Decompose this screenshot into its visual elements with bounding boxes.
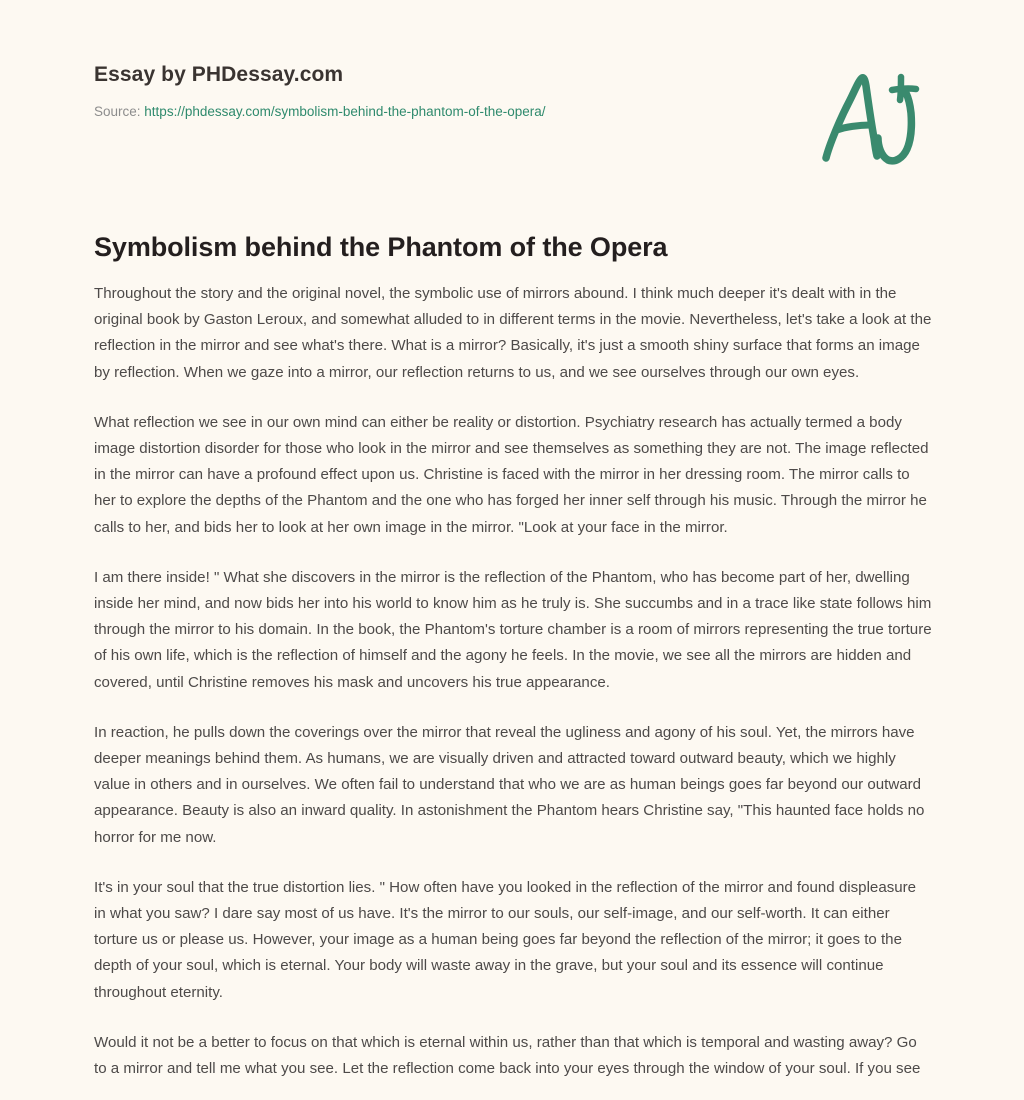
paragraph: Would it not be a better to focus on that which is eternal within us, rather than that which is temporal and wasting away? Go to a mirror and tell me what you see. Let the reflection come back into your eyes through the window of your soul. If you see bbox=[94, 1033, 921, 1078]
source-label: Source: bbox=[94, 104, 141, 120]
paragraph: Throughout the story and the original novel, the symbolic use of mirrors abound. I think much deeper it's dealt with in the original book by Gaston Leroux, and somewhat alluded to in different terms in the movie. Nevertheless, let's take a look at the reflection in the mirror and see what's there. What is a mirror? Basically, it's just a smooth shiny surface that forms an image by reflection. When we gaze into a mirror, our reflection returns to us, and we see ourselves through our own eyes. bbox=[94, 285, 932, 381]
aplus-logo-icon bbox=[812, 66, 928, 170]
paragraph: It's in your soul that the true distortion lies. " How often have you looked in the reflection of the mirror and found displeasure in what you saw? I dare say most of us have. It's the mirror to our souls, our self-image, and our self-worth. It can either torture us or please us. However, your image as a human being goes far beyond the reflection of the mirror; it goes to the depth of your soul, which is eternal. Your body will waste away in the grave, but your soul and its essence will continue throughout eternity. bbox=[94, 878, 917, 1001]
paragraph: In reaction, he pulls down the coverings over the mirror that reveal the ugliness and agony of his soul. Yet, the mirrors have deeper meanings behind them. As humans, we are visually driven and attracted toward outward beauty, which we highly value in others and in ourselves. We often fail to understand that who we are as human beings goes far beyond our outward appearance. Beauty is also an inward quality. In astonishment the Phantom hears Christine say, "This haunted face holds no horror for me now. bbox=[94, 723, 925, 846]
paragraph: What reflection we see in our own mind can either be reality or distortion. Psychiatry research has actually termed a body image distortion disorder for those who look in the mirror and see themselves as something they are not. The image reflected in the mirror can have a profound effect upon us. Christine is faced with the mirror in her dressing room. The mirror calls to her to explore the depths of the Phantom and the one who has forged her inner self through his music. Through the mirror he calls to her, and bids her to look at her own image in the mirror. "Look at your face in the mirror. bbox=[94, 413, 929, 536]
paragraph: I am there inside! " What she discovers in the mirror is the reflection of the Phantom, who has become part of her, dwelling inside her mind, and now bids her into his world to know him as he truly is. She succumbs and in a trace like state follows him through the mirror to his domain. In the book, the Phantom's torture chamber is a room of mirrors representing the true torture of his own life, which is the reflection of himself and the agony he feels. In the movie, we see all the mirrors are hidden and covered, until Christine removes his mask and uncovers his true appearance. bbox=[94, 568, 932, 691]
brand-title: Essay by PHDessay.com bbox=[94, 63, 344, 86]
page-title: Symbolism behind the Phantom of the Opera bbox=[94, 232, 668, 263]
article-body bbox=[94, 281, 932, 1082]
source-url-link[interactable]: https://phdessay.com/symbolism-behind-the-phantom-of-the-opera/ bbox=[144, 104, 546, 120]
